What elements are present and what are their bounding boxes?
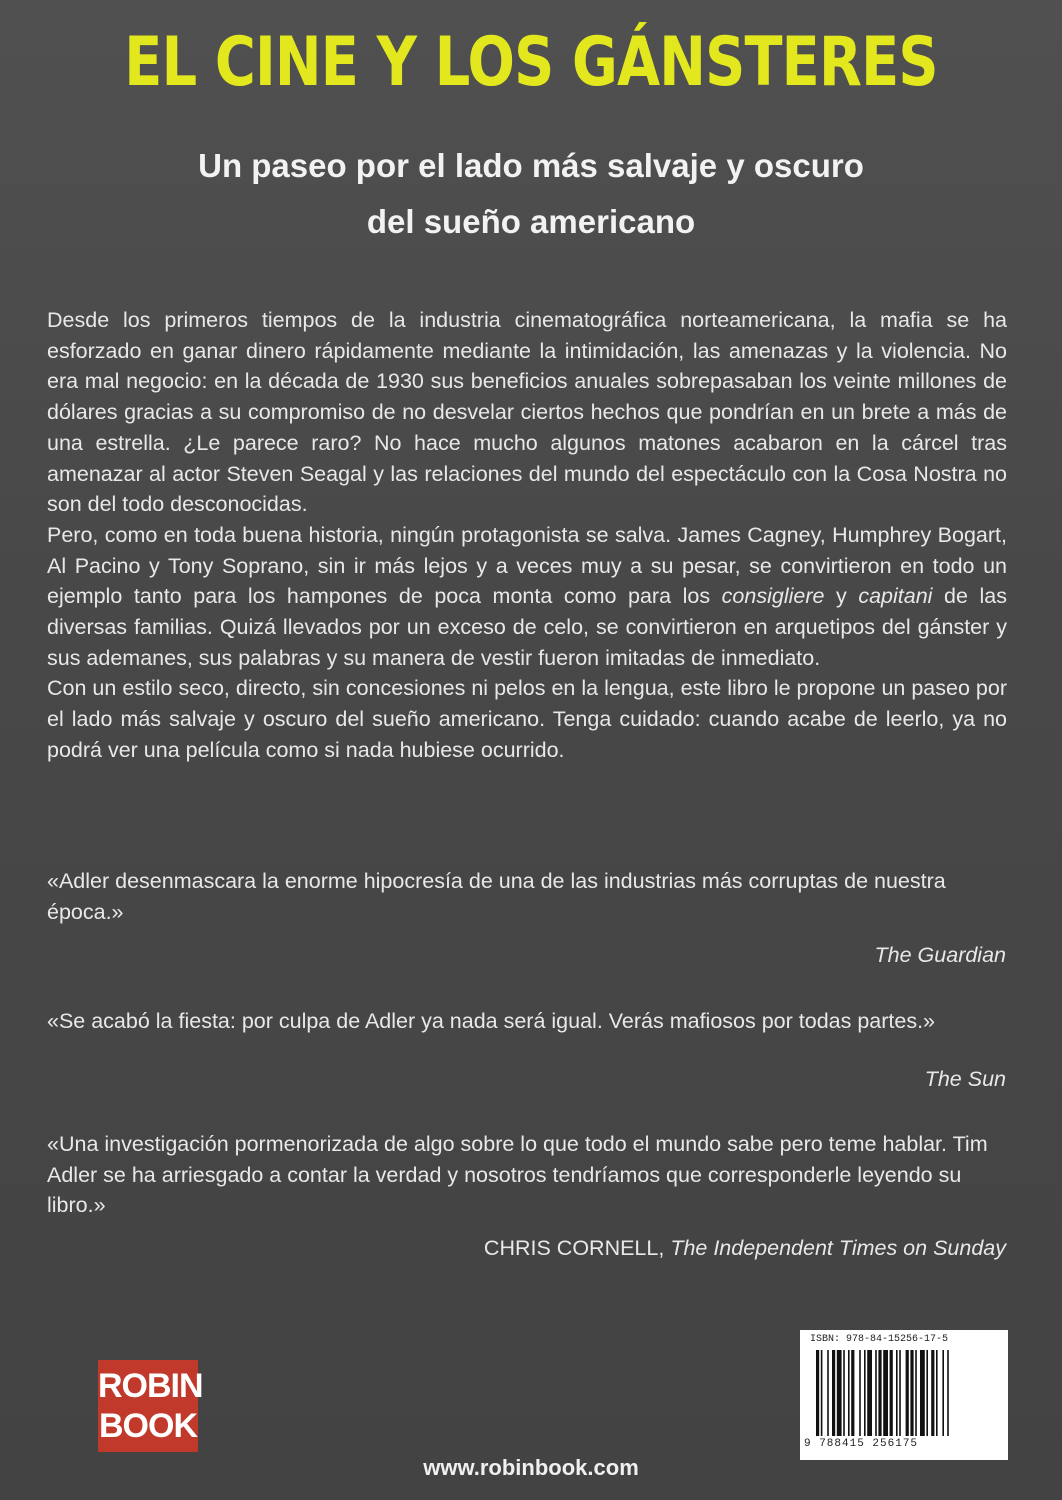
barcode-bar	[821, 1350, 823, 1436]
isbn-label: ISBN: 978-84-15256-17-5	[810, 1334, 949, 1345]
synopsis-paragraph-2	[47, 520, 1007, 674]
review-source-1: The Guardian	[874, 943, 1006, 967]
synopsis-italic-term: capitani	[858, 584, 933, 609]
barcode-bar	[910, 1350, 913, 1436]
barcode-bar	[896, 1350, 898, 1436]
logo-line-2: BOOK	[99, 1407, 197, 1445]
synopsis-italic-term: consigliere	[721, 584, 825, 609]
barcode-bar	[875, 1350, 877, 1436]
barcode-bar	[926, 1350, 928, 1436]
isbn-digits: 9 788415 256175	[804, 1438, 919, 1450]
barcode-bar	[906, 1350, 909, 1436]
barcode-bar	[837, 1350, 842, 1436]
synopsis-text: de las diversas familias. Quizá llevados por un exceso de celo, se convirtieron en arquetipos del gánster y sus ademanes, sus palabras y su manera de vestir fueron imitadas de inmediato.	[47, 584, 1007, 670]
barcode-bar	[843, 1350, 845, 1436]
barcode-bar	[851, 1350, 854, 1436]
barcode-bar	[816, 1350, 819, 1436]
synopsis-text: Pero, como en toda buena historia, ningún protagonista se salva. James Cagney, Humphrey Bogart, Al Pacino y Tony Soprano, sin ir más lejos y a veces muy a su pesar, se convirtieron en todo un ejemplo tanto para los hampones de poca monta como para los	[47, 522, 1007, 609]
synopsis	[47, 305, 1007, 766]
review-source-3	[484, 1236, 1006, 1261]
synopsis-paragraph-1: Desde los primeros tiempos de la industria cinematográfica norteamericana, la mafia se ha esforzado en ganar dinero rápidamente mediante la intimidación, las amenazas y la violencia. No era mal negocio: en la década de 1930 sus beneficios anuales sobrepasaban los veinte millones de dólares gracias a su compromiso de no desvelar ciertos hechos que pondrían en un brete a más de una estrella. ¿Le parece raro? No hace mucho algunos matones acabaron en la cárcel tras amenazar al actor Steven Seagal y las relaciones del mundo del espectáculo con la Cosa Nostra no son del todo desconocidas.	[47, 308, 1007, 517]
barcode-bar	[867, 1350, 872, 1436]
review-source-2: The Sun	[924, 1067, 1006, 1091]
book-subtitle	[0, 138, 1062, 250]
barcode-bar	[832, 1350, 835, 1436]
publisher-website: www.robinbook.com	[423, 1455, 639, 1480]
review-quote-3	[47, 1129, 1007, 1221]
barcode-bar	[878, 1350, 881, 1436]
barcode-bar	[827, 1350, 829, 1436]
barcode-bar	[883, 1350, 888, 1436]
publisher-logo	[98, 1360, 203, 1452]
review-author: CHRIS CORNELL,	[483, 1236, 665, 1260]
barcode-bar	[931, 1350, 934, 1436]
subtitle-line-2: del sueño americano	[366, 203, 696, 240]
review-quote-text: «Una investigación pormenorizada de algo sobre lo que todo el mundo sabe pero teme hablar. Tim Adler se ha arriesgado a contar la verdad y nosotros tendríamos que corresponderle leyendo su libro.»	[47, 1132, 988, 1217]
review-quote-text: «Se acabó la fiesta: por culpa de Adler ya nada será igual. Verás mafiosos por todas partes.»	[47, 1009, 936, 1033]
review-quote-1	[47, 866, 1007, 927]
barcode-bar	[864, 1350, 866, 1436]
review-quote-text: «Adler desenmascara la enorme hipocresía de una de las industrias más corruptas de nuestra época.»	[47, 869, 946, 924]
logo-line-1: ROBIN	[98, 1367, 203, 1405]
synopsis-paragraph-3: Con un estilo seco, directo, sin concesiones ni pelos en la lengua, este libro le propone un paseo por el lado más salvaje y oscuro del sueño americano. Tenga cuidado: cuando acabe de leerlo, ya no podrá ver una película como si nada hubiese ocurrido.	[47, 676, 1007, 762]
barcode-bar	[915, 1350, 917, 1436]
isbn-barcode-panel	[800, 1330, 1008, 1460]
barcode-bar	[920, 1350, 925, 1436]
barcode-bar	[936, 1350, 938, 1436]
review-publication: The Independent Times on Sunday	[670, 1236, 1006, 1260]
barcode-bar	[947, 1350, 949, 1436]
subtitle-line-1: Un paseo por el lado más salvaje y oscuro	[198, 147, 864, 184]
synopsis-text: y	[824, 584, 859, 609]
barcode-bar	[859, 1350, 861, 1436]
barcode-bar	[942, 1350, 944, 1436]
review-quote-2	[47, 1006, 1007, 1037]
barcode-bar	[890, 1350, 893, 1436]
book-title: EL CINE Y LOS GÁNSTERES	[124, 23, 938, 102]
barcode-bar	[848, 1350, 850, 1436]
barcode-icon	[816, 1350, 998, 1436]
barcode-bar	[899, 1350, 901, 1436]
